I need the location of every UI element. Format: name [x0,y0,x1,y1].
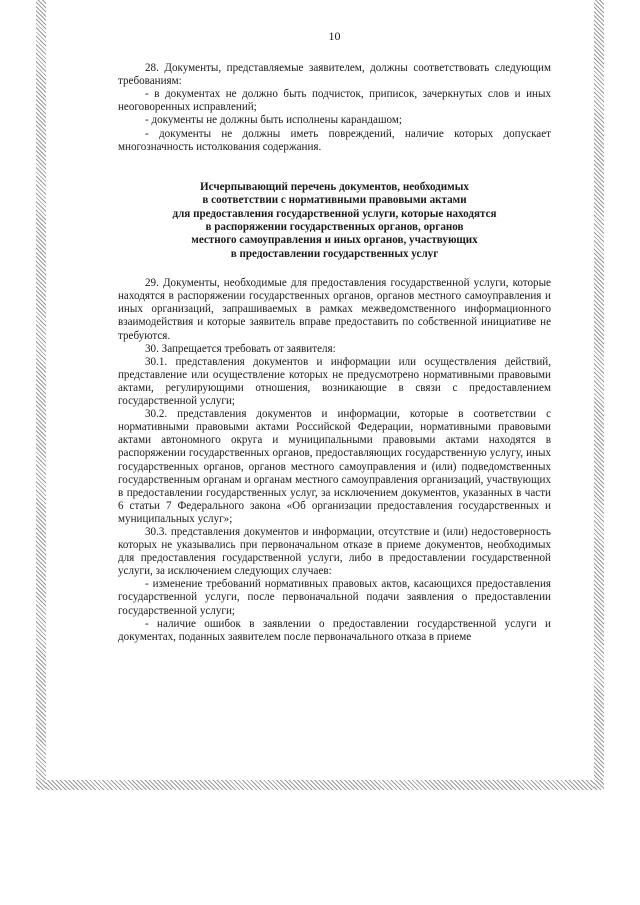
heading-line: местного самоуправления и иных органов, участвующих [191,234,478,247]
paragraph-30-2: 30.2. представления документов и информации, которые в соответствии с нормативными правовыми актами Российской Федерации, нормативными правовыми актами автономного округа и муниципальными правовыми актами находятся в распоряжении государственных органов, предоставляющих государственную услугу, иных государственных органов, органов местного самоуправления и (или) подведомственных государственным органам и органам местного самоуправления организаций, участвующих в предоставлении государственных услуг, за исключением документов, указанных в части 6 статьи 7 Федерального закона «Об организации предоставления государственных и муниципальных услуг»; [118,408,551,525]
paragraph-30: 30. Запрещается требовать от заявителя: [145,342,336,355]
paragraph-28: 28. Документы, представляемые заявителем, должны соответствовать следующим требованиям: [118,62,551,88]
heading-line: Исчерпывающий перечень документов, необходимых [200,180,469,193]
paragraph-30-3: 30.3. представления документов и информации, отсутствие и (или) недостоверность которых не указывались при первоначальном отказе в приеме документов, необходимых для предоставления государственной услуги, либо в предоставлении государственной услуги, за исключением следующих случаев: [118,525,551,578]
page-number: 10 [328,29,341,43]
heading-line: в предоставлении государственных услуг [230,247,439,260]
heading-line: в распоряжении государственных органов, органов [205,220,464,233]
paragraph-30-1: 30.1. представления документов и информации или осуществления действий, представление или осуществление которых не предусмотрено нормативными правовыми актами, регулирующими отношения, возникающие в связи с предоставлением государственной услуги; [118,355,551,408]
paragraph-29: 29. Документы, необходимые для предоставления государственной услуги, которые находятся в распоряжении государственных органов, органов местного самоуправления и иных организаций, запрашиваемых в рамках межведомственного информационного взаимодействия и которые заявитель вправе предоставить по собственной инициативе не требуются. [118,277,551,342]
heading-line: в соответствии с нормативными правовыми актами [202,194,467,207]
section-heading [118,181,551,261]
heading-line: для предоставления государственной услуги, которые находятся [172,207,497,220]
exception-item: - изменение требований нормативных правовых актов, касающихся предоставления государственной услуги, после первоначальной подачи заявления о предоставлении государственной услуги; [118,578,551,617]
exception-item: - наличие ошибок в заявлении о предоставлении государственной услуги и документах, поданных заявителем после первоначального отказа в приеме [118,617,551,643]
requirement-item: - документы не должны иметь повреждений, наличие которых допускает многозначность истолкования содержания. [118,127,551,153]
document-body [118,30,551,644]
requirement-item: - в документах не должно быть подчисток, приписок, зачеркнутых слов и иных неоговоренных исправлений; [118,88,551,114]
requirement-item: - документы не должны быть исполнены карандашом; [145,114,402,127]
